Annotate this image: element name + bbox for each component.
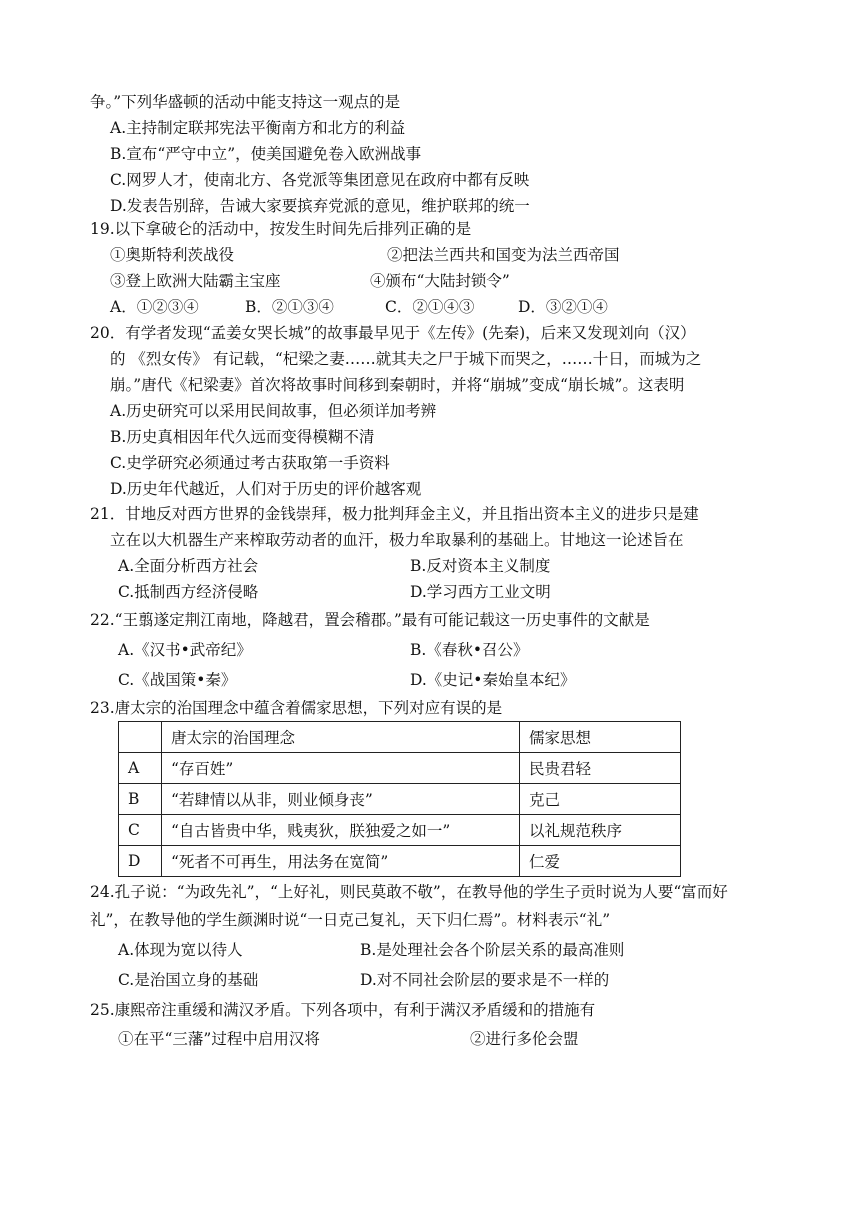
q22-stem: 22.“王翦遂定荆江南地，降越君，置会稽郡。”最有可能记载这一历史事件的文献是 [90,611,650,629]
q24-stem-line-2: 礼”，在教导他的学生颜渊时说“一日克己复礼，天下归仁焉”。材料表示“礼” [90,911,611,929]
q22-option-b: B.《春秋•召公》 [410,641,529,659]
q22-option-a: A.《汉书•武帝纪》 [118,641,252,659]
table-cell-policy: “死者不可再生，用法务在宽简” [162,846,520,877]
q23-stem: 23.唐太宗的治国理念中蕴含着儒家思想，下列对应有误的是 [90,699,503,717]
q25-stem: 25.康熙帝注重缓和满汉矛盾。下列各项中，有利于满汉矛盾缓和的措施有 [90,1001,596,1019]
q19-option-b: B．②①③④ [245,298,334,316]
table-row [119,846,681,877]
q19-stem: 19.以下拿破仑的活动中，按发生时间先后排列正确的是 [90,220,472,238]
table-cell-policy: “存百姓” [162,753,520,784]
q20-option-c: C.史学研究必须通过考古获取第一手资料 [110,454,390,472]
q20-stem-line-3: 崩。”唐代《杞梁妻》首次将故事时间移到秦朝时，并将“崩城”变成“崩长城”。这表明 [110,376,685,394]
q19-option-a: A．①②③④ [110,298,199,316]
q21-stem-line-1: 21．甘地反对西方世界的金钱崇拜，极力批判拜金主义，并且指出资本主义的进步只是建 [90,505,699,523]
table-row [119,753,681,784]
q23-table [118,721,681,877]
q22-option-d: D.《史记•秦始皇本纪》 [410,671,576,689]
q19-item-2: ②把法兰西共和国变为法兰西帝国 [387,246,620,264]
q21-option-d: D.学习西方工业文明 [410,583,551,601]
table-cell-thought: 克己 [520,784,681,815]
q24-option-a: A.体现为宽以待人 [118,941,243,959]
table-row [119,815,681,846]
table-cell-thought: 仁爱 [520,846,681,877]
table-cell-option: C [119,815,162,846]
table-header-cell: 唐太宗的治国理念 [162,722,520,753]
q20-option-b: B.历史真相因年代久远而变得模糊不清 [110,428,375,446]
table-cell-thought: 以礼规范秩序 [520,815,681,846]
q19-option-d: D．③②①④ [518,298,608,316]
q20-option-a: A.历史研究可以采用民间故事，但必须详加考辨 [110,402,437,420]
table-cell-option: D [119,846,162,877]
q18-option-c: C.网罗人才，使南北方、各党派等集团意见在政府中都有反映 [110,171,530,189]
q18-option-a: A.主持制定联邦宪法平衡南方和北方的利益 [110,119,406,137]
q21-option-b: B.反对资本主义制度 [410,557,551,575]
q25-item-2: ②进行多伦会盟 [470,1030,579,1048]
q20-stem-line-2: 的 《烈女传》 有记载，“杞梁之妻……就其夫之尸于城下而哭之，……十日，而城为之 [110,350,702,368]
table-cell-policy: “若肆情以从非，则业倾身丧” [162,784,520,815]
q24-option-b: B.是处理社会各个阶层关系的最高准则 [360,941,625,959]
q18-option-b: B.宣布“严守中立”，使美国避免卷入欧洲战事 [110,145,422,163]
table-cell-option: B [119,784,162,815]
q19-item-4: ④颁布“大陆封锁令” [370,272,510,290]
table-header-row [119,722,681,753]
q19-item-3: ③登上欧洲大陆霸主宝座 [110,272,281,290]
table-header-cell [119,722,162,753]
q24-stem-line-1: 24.孔子说：“为政先礼”，“上好礼，则民莫敢不敬”，在教导他的学生子贡时说为人要“富而好 [90,883,728,901]
q25-item-1: ①在平“三藩”过程中启用汉将 [118,1030,320,1048]
q19-item-1: ①奥斯特利茨战役 [110,246,235,264]
q18-option-d: D.发表告别辞，告诫大家要摈弃党派的意见，维护联邦的统一 [110,197,530,215]
table-cell-policy: “自古皆贵中华，贱夷狄，朕独爱之如一” [162,815,520,846]
table-cell-thought: 民贵君轻 [520,753,681,784]
q20-option-d: D.历史年代越近，人们对于历史的评价越客观 [110,480,422,498]
q24-option-d: D.对不同社会阶层的要求是不一样的 [360,971,610,989]
q22-option-c: C.《战国策•秦》 [118,671,237,689]
q20-stem-line-1: 20．有学者发现“孟姜女哭长城”的故事最早见于《左传》(先秦)，后来又发现刘向（汉） [90,324,696,342]
q19-option-c: C．②①④③ [385,298,475,316]
q21-option-c: C.抵制西方经济侵略 [118,583,259,601]
q24-option-c: C.是治国立身的基础 [118,971,259,989]
q21-stem-line-2: 立在以大机器生产来榨取劳动者的血汗，极力牟取暴利的基础上。甘地这一论述旨在 [110,531,684,549]
table-header-cell: 儒家思想 [520,722,681,753]
table-cell-option: A [119,753,162,784]
q21-option-a: A.全面分析西方社会 [118,557,259,575]
q18-stem: 争。”下列华盛顿的活动中能支持这一观点的是 [90,93,401,111]
table-row [119,784,681,815]
